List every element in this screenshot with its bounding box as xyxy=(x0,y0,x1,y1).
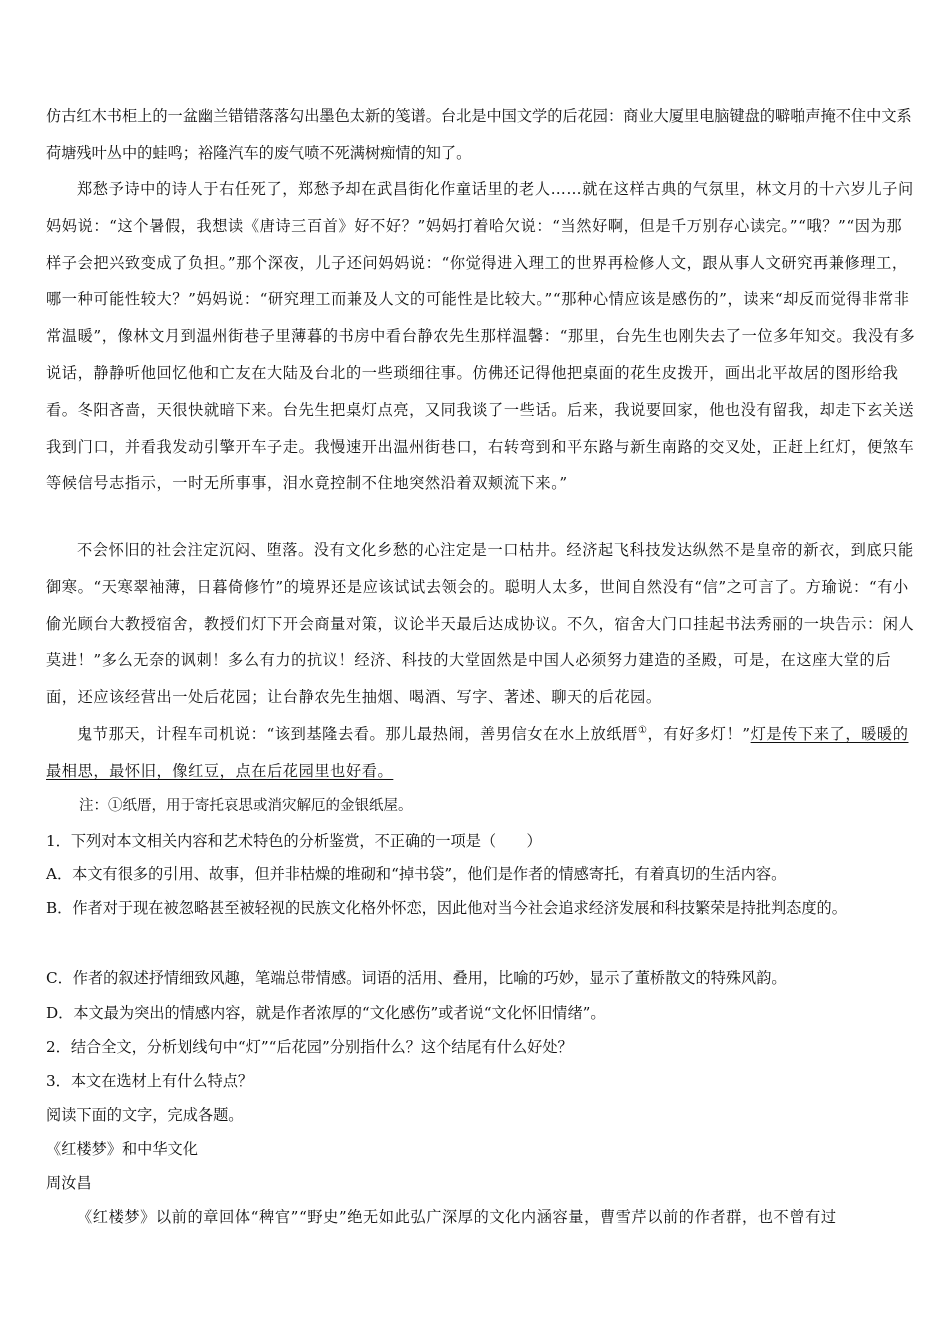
passage-paragraph-4 xyxy=(46,716,916,790)
footnote: 注：①纸厝，用于寄托哀思或消灾解厄的金银纸屋。 xyxy=(79,798,413,814)
question-1-option-b: B．作者对于现在被忽略甚至被轻视的民族文化格外怀恋，因此他对当今社会追求经济发展和科技繁荣是持批判态度的。 xyxy=(46,899,847,917)
question-2: 2．结合全文，分析划线句中“灯”“后花园”分别指什么？这个结尾有什么好处？ xyxy=(46,1038,573,1056)
paragraph-4-quote-end: ，有好多灯！” xyxy=(647,725,751,743)
passage-paragraph-2: 郑愁予诗中的诗人于右任死了，郑愁予却在武昌街化作童话里的老人……就在这样古典的气氛里，林文月的十六岁儿子问妈妈说：“这个暑假，我想读《唐诗三百首》好不好？”妈妈打着哈欠说：“当然好啊，但是千万别存心读完。”“哦？”“因为那样子会把兴致变成了负担。”那个深夜，儿子还问妈妈说：“你觉得进入理工的世界再检修人文，跟从事人文研究再兼修理工，哪一种可能性较大？”妈妈说：“研究理工而兼及人文的可能性是比较大。”“那种心情应该是感伤的”，读来“却反而觉得非常非常温暖”，像林文月到温州街巷子里薄暮的书房中看台静农先生那样温馨：“那里，台先生也刚失去了一位多年知交。我没有多说话，静静听他回忆他和亡友在大陆及台北的一些琐细往事。仿佛还记得他把桌面的花生皮拨开，画出北平故居的图形给我看。冬阳吝啬，天很快就暗下来。台先生把桌灯点亮，又同我谈了一些话。后来，我说要回家，他也没有留我，却走下玄关送我到门口，并看我发动引擎开车子走。我慢速开出温州街巷口，右转弯到和平东路与新生南路的交叉处，正赶上红灯，便煞车等候信号志指示，一时无所事事，泪水竟控制不住地突然沿着双颊流下来。” xyxy=(46,180,916,493)
article-title: 《红楼梦》和中华文化 xyxy=(46,1140,198,1158)
paragraph-4-text: 鬼节那天，计程车司机说：“该到基隆去看。那儿最热闹，善男信女在水上放纸厝 xyxy=(77,725,638,743)
reading-instruction: 阅读下面的文字，完成各题。 xyxy=(46,1106,244,1124)
question-1: 1．下列对本文相关内容和艺术特色的分析鉴赏，不正确的一项是（ ） xyxy=(46,832,542,850)
question-3: 3．本文在选材上有什么特点？ xyxy=(46,1072,254,1090)
question-1-option-a: A．本文有很多的引用、故事，但并非枯燥的堆砌和“掉书袋”，他们是作者的情感寄托，有着真切的生活内容。 xyxy=(46,865,787,883)
passage-paragraph-3: 不会怀旧的社会注定沉闷、堕落。没有文化乡愁的心注定是一口枯井。经济起飞科技发达纵然不是皇帝的新衣，到底只能御寒。“天寒翠袖薄，日暮倚修竹”的境界还是应该试试去领会的。聪明人太多，世间自然没有“信”之可言了。方瑜说：“有小偷光顾台大教授宿舍，教授们灯下开会商量对策，议论半天最后达成协议。不久，宿舍大门口挂起书法秀丽的一块告示：闲人莫进！”多么无奈的讽刺！多么有力的抗议！经济、科技的大堂固然是中国人必须努力建造的圣殿，可是，在这座大堂的后面，还应该经营出一处后花园；让台静农先生抽烟、喝酒、写字、著述、聊天的后花园。 xyxy=(46,541,915,707)
article-paragraph-1: 《红楼梦》以前的章回体“稗官”“野史”绝无如此弘广深厚的文化内涵容量，曹雪芹以前的作者群，也不曾有过 xyxy=(77,1208,837,1226)
question-1-option-d: D．本文最为突出的情感内容，就是作者浓厚的“文化感伤”或者说“文化怀旧情绪”。 xyxy=(46,1004,606,1022)
article-author: 周汝昌 xyxy=(46,1174,92,1192)
passage-paragraph-1: 仿古红木书柜上的一盆幽兰错错落落勾出墨色太新的笺谱。台北是中国文学的后花园：商业大厦里电脑键盘的噼啪声掩不住中文系荷塘残叶丛中的蛙鸣；裕隆汽车的废气喷不死满树痴情的知了。 xyxy=(46,107,912,162)
question-1-option-c: C．作者的叙述抒情细致风趣，笔端总带情感。词语的活用、叠用，比喻的巧妙，显示了董桥散文的特殊风韵。 xyxy=(46,969,787,987)
underlined-sentence: 灯是传下来了，暖暖的最相思，最怀旧，像红豆，点在后花园里也好看。 xyxy=(46,725,909,780)
footnote-marker: ① xyxy=(637,724,648,736)
